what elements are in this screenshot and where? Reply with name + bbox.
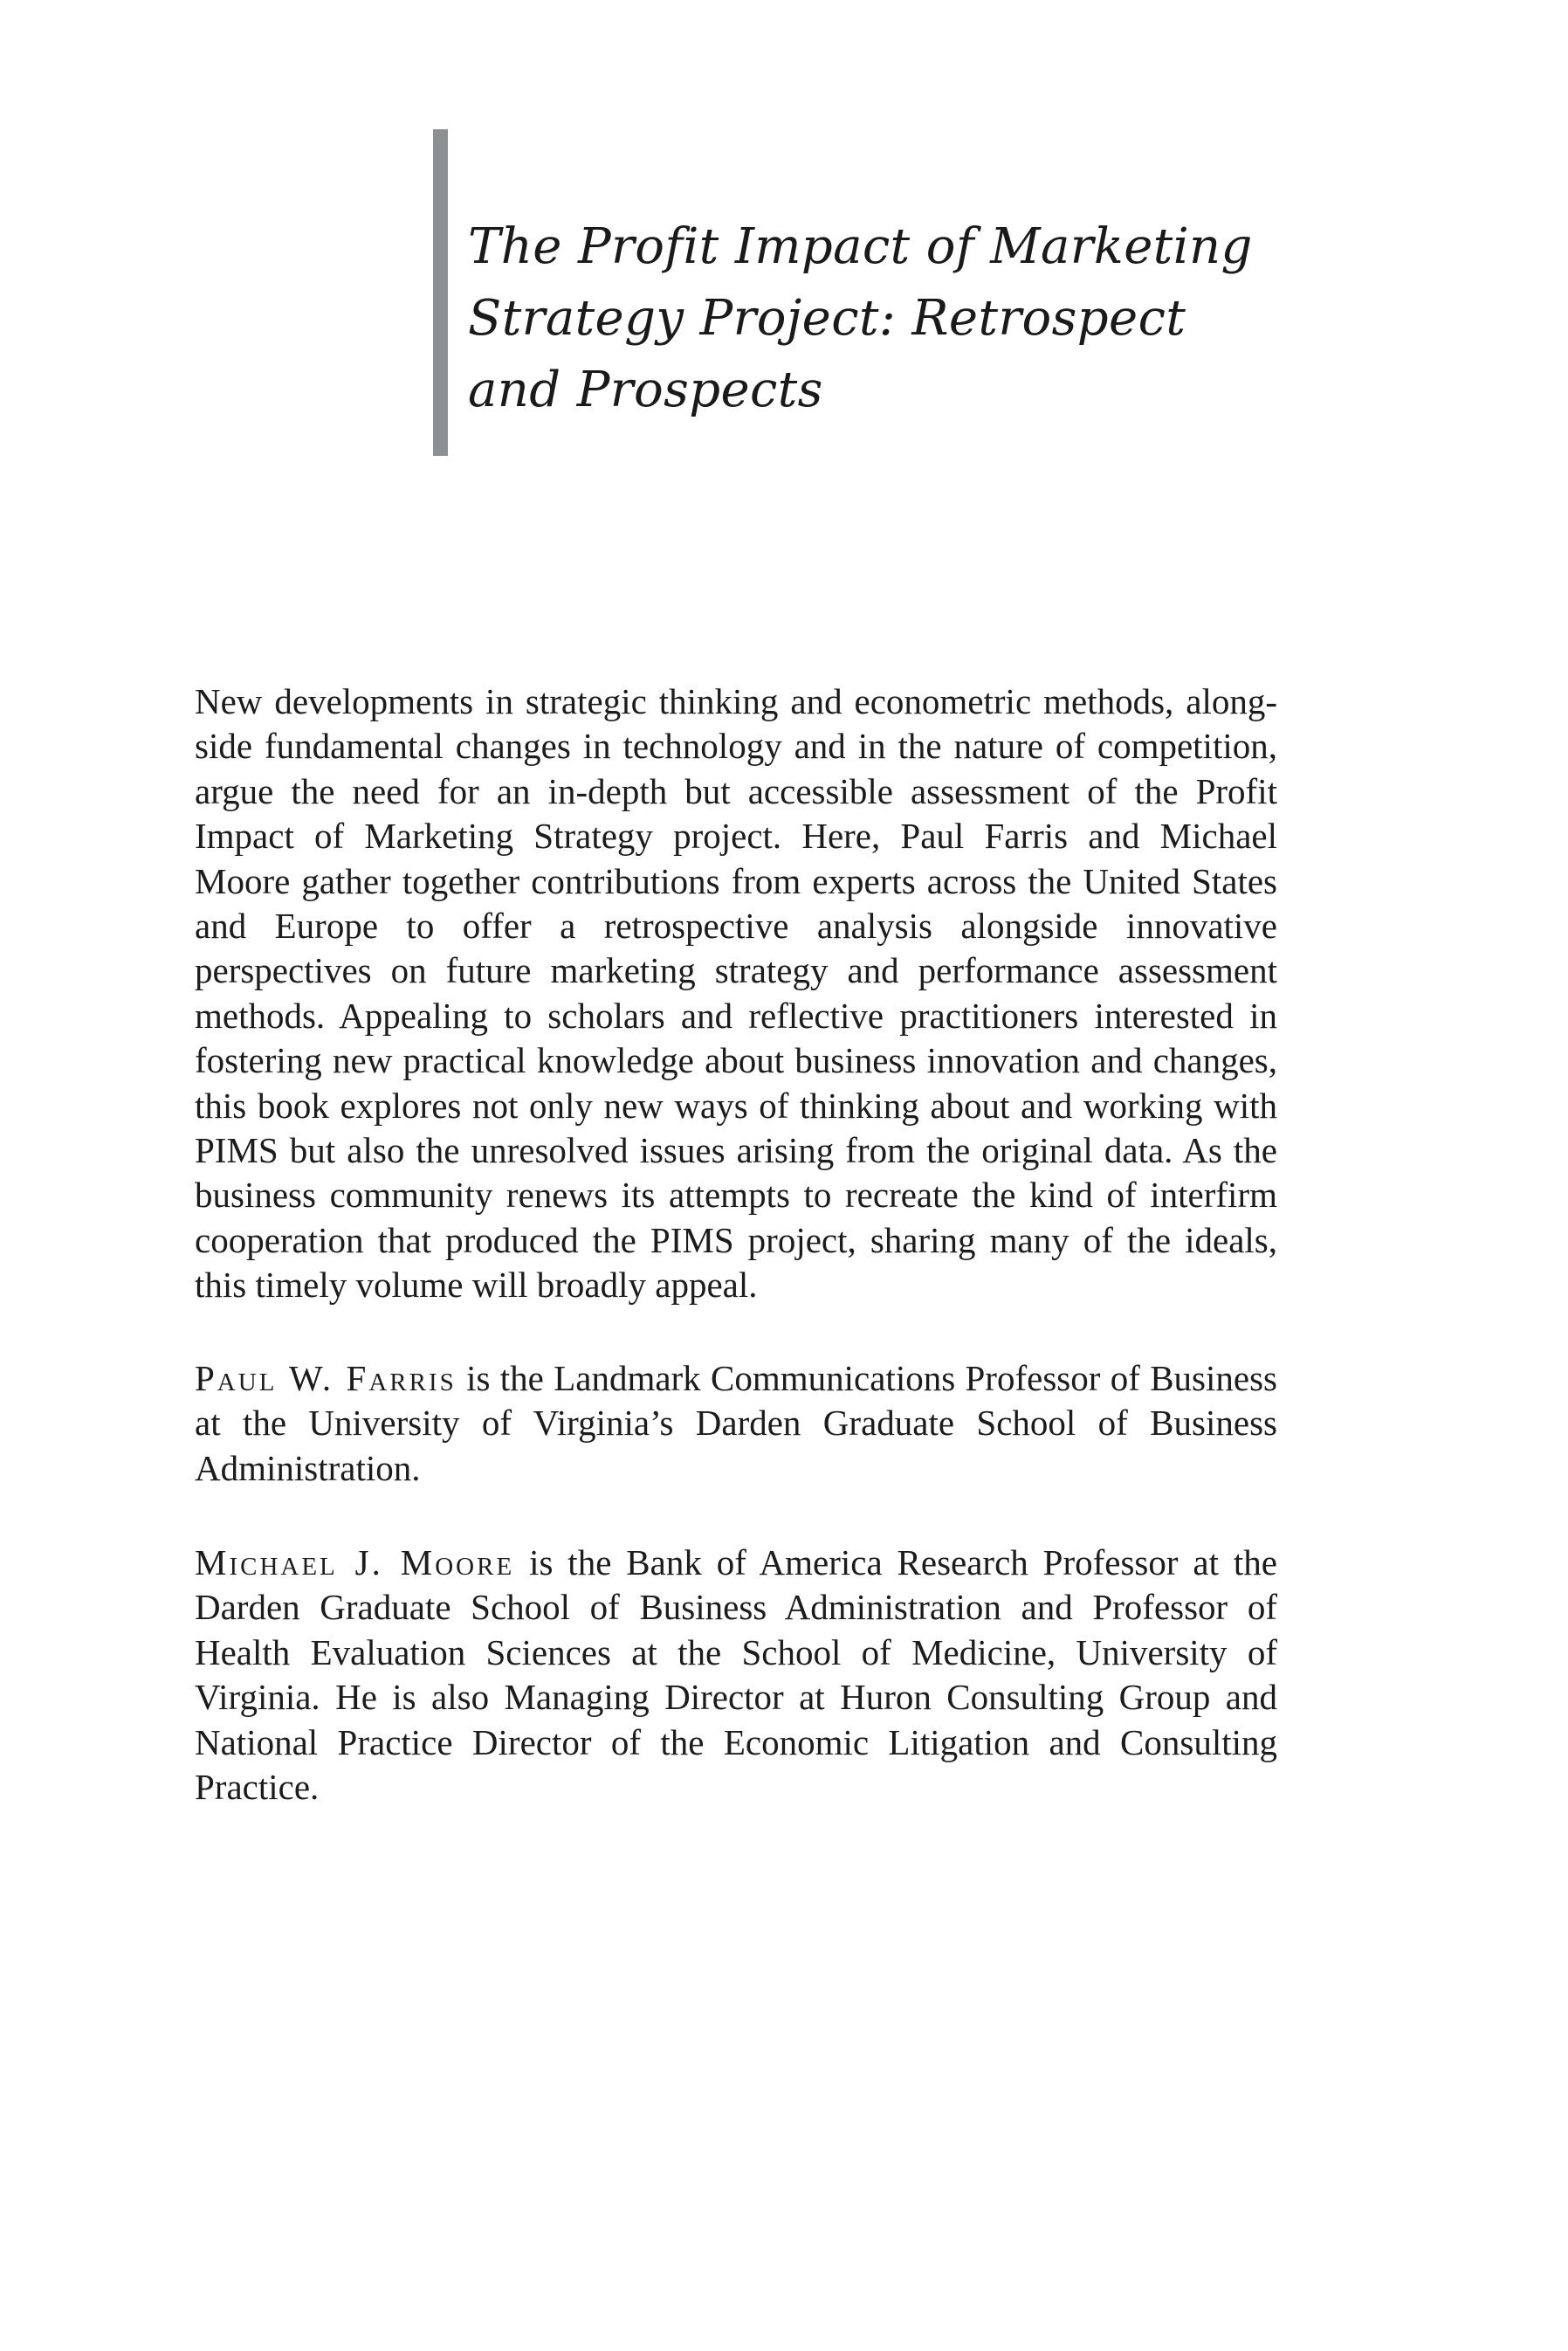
title-accent-bar	[433, 129, 448, 456]
author-bio-moore-text: is the Bank of America Research Professor at the Darden Graduate School of Business Administration and Professor of Health Evaluation Sciences at the School of Medicine, University of Virginia. He is also Managing Director at Huron Consulting Group and National Practice Director of the Economic Litigation and Consulting Practice.	[195, 1542, 1278, 1808]
title-line-2: Strategy Project: Retrospect	[468, 290, 1186, 347]
title-line-1: The Profit Impact of Marketing	[468, 218, 1253, 275]
author-name-moore: Michael J. Moore	[195, 1542, 515, 1582]
author-name-farris: Paul W. Farris	[195, 1358, 457, 1398]
book-description: New developments in strategic thinking and econometric methods, alongside fundamental changes in technology and in the nature of competition, argue the need for an in-depth but accessible assessment of the Profit Impact of Marketing Strategy project. Here, Paul Farris and Michael Moore gather together contributions from experts across the United States and Europe to offer a retrospective analysis alongside innovative perspectives on future marketing strategy and performance assessment methods. Appealing to scholars and reflective practitioners interested in fostering new practical knowledge about business innovation and changes, this book explores not only new ways of thinking about and working with PIMS but also the unresolved issues arising from the original data. As the business community renews its attempts to recreate the kind of interfirm cooperation that produced the PIMS project, sharing many of the ideals, this timely volume will broadly appeal.	[195, 681, 1277, 1306]
author-bio-farris-text: is the Landmark Communications Professor of Business at the University of Virginia’s Darden Graduate School of Business Administration.	[195, 1358, 1278, 1488]
author-bio-moore	[195, 1541, 1277, 1810]
title-line-3: and Prospects	[468, 362, 823, 418]
page-title	[468, 211, 1341, 426]
author-bio-farris	[195, 1356, 1277, 1491]
